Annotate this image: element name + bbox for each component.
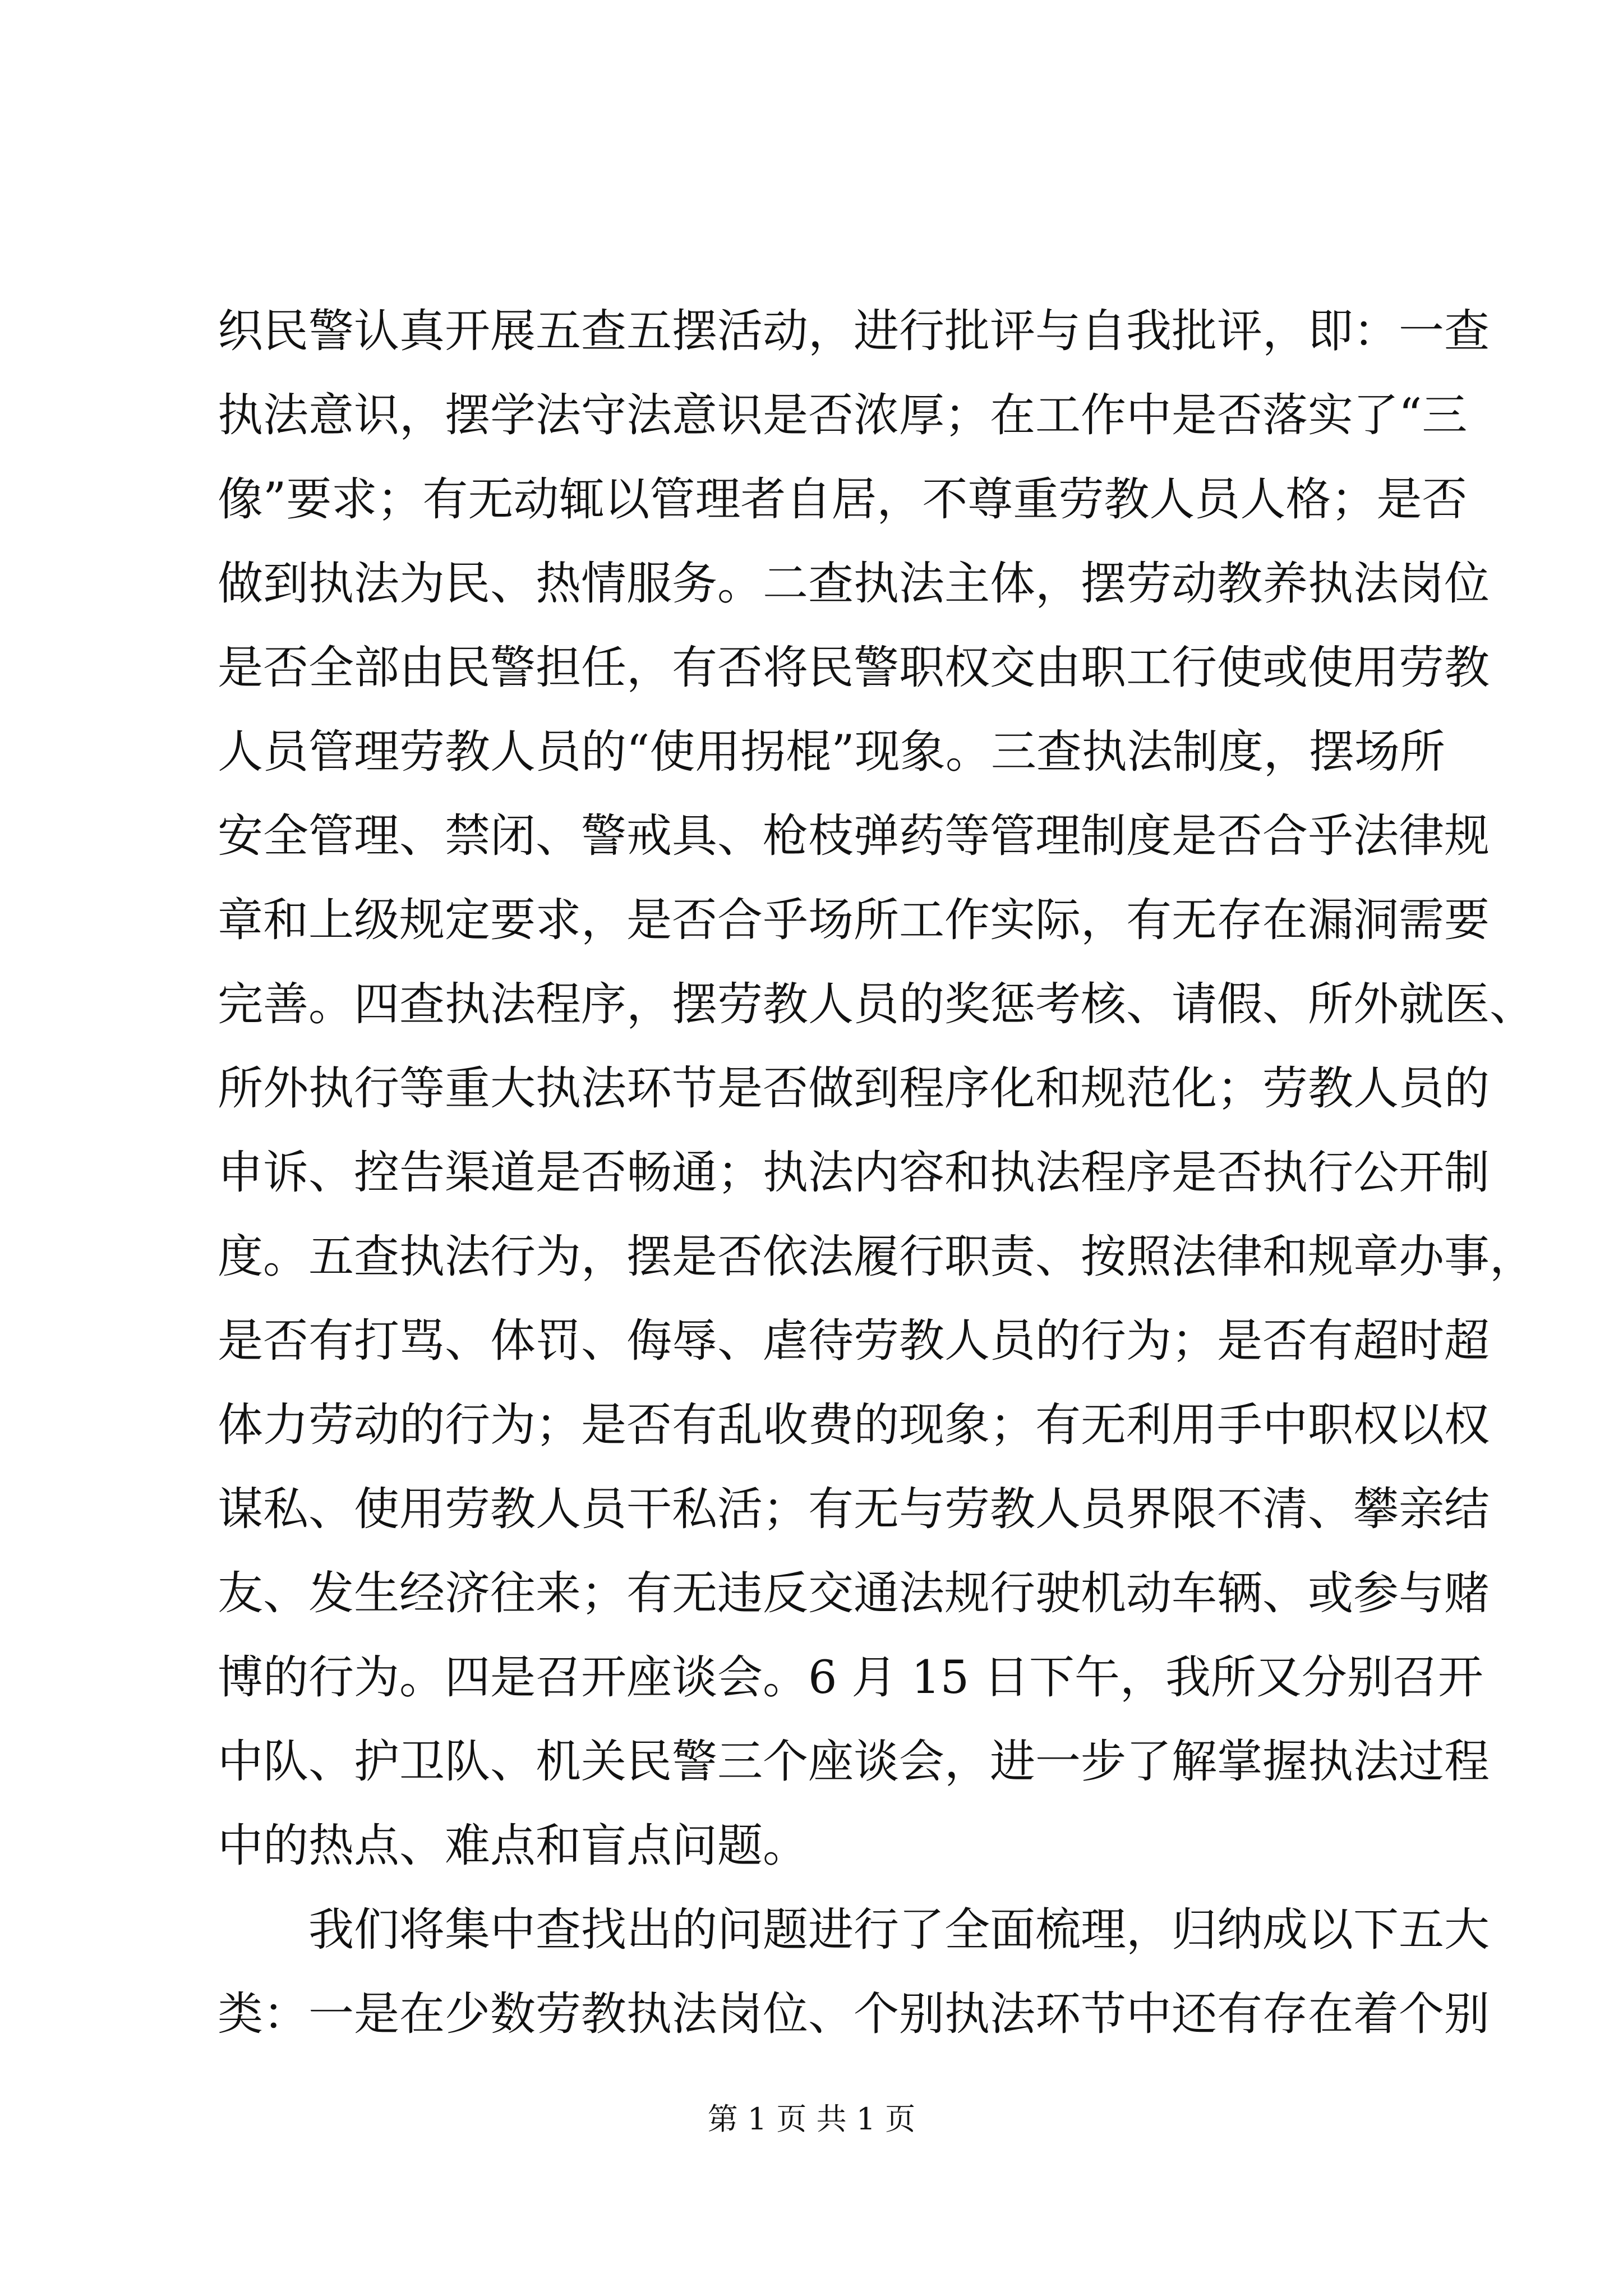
text-line: 类：一是在少数劳教执法岗位、个别执法环节中还有存在着个别: [218, 1988, 1490, 2041]
text-line: 我们将集中查找出的问题进行了全面梳理，归纳成以下五大: [218, 1904, 1490, 1957]
paragraph-2: [218, 1888, 1490, 2056]
text-line: 申诉、控告渠道是否畅通；执法内容和执法程序是否执行公开制: [218, 1147, 1490, 1199]
text-line: 是否有打骂、体罚、侮辱、虐待劳教人员的行为；是否有超时超: [218, 1315, 1490, 1368]
text-line: 安全管理、禁闭、警戒具、枪枝弹药等管理制度是否合乎法律规: [218, 810, 1490, 863]
text-line: 友、发生经济往来；有无违反交通法规行驶机动车辆、或参与赌: [218, 1567, 1490, 1620]
text-line: 所外执行等重大执法环节是否做到程序化和规范化；劳教人员的: [218, 1062, 1490, 1115]
text-line: 做到执法为民、热情服务。二查执法主体，摆劳动教养执法岗位: [218, 558, 1490, 610]
page-footer: [0, 2097, 1623, 2142]
document-body: [218, 289, 1536, 2056]
paragraph-1: [218, 289, 1536, 1888]
page-number-label: 第 1 页 共 1 页: [707, 2101, 916, 2137]
text-line: 度。五查执法行为，摆是否依法履行职责、按照法律和规章办事，: [218, 1231, 1536, 1283]
text-line: 谋私、使用劳教人员干私活；有无与劳教人员界限不清、攀亲结: [218, 1483, 1490, 1536]
text-line: 是否全部由民警担任，有否将民警职权交由职工行使或使用劳教: [218, 642, 1490, 694]
text-line: 像”要求；有无动辄以管理者自居，不尊重劳教人员人格；是否: [218, 473, 1468, 526]
text-line: 完善。四查执法程序，摆劳教人员的奖惩考核、请假、所外就医、: [218, 978, 1536, 1031]
text-line: 体力劳动的行为；是否有乱收费的现象；有无利用手中职权以权: [218, 1399, 1490, 1452]
text-line: 人员管理劳教人员的“使用拐棍”现象。三查执法制度，摆场所: [218, 726, 1445, 779]
text-line: 章和上级规定要求，是否合乎场所工作实际，有无存在漏洞需要: [218, 894, 1490, 947]
text-line: 织民警认真开展五查五摆活动，进行批评与自我批评，即：一查: [218, 305, 1490, 358]
text-line: 中的热点、难点和盲点问题。: [218, 1820, 809, 1872]
text-line: 执法意识，摆学法守法意识是否浓厚；在工作中是否落实了“三: [218, 389, 1468, 442]
text-line: 博的行为。四是召开座谈会。6 月 15 日下午，我所又分别召开: [218, 1651, 1483, 1704]
text-line: 中队、护卫队、机关民警三个座谈会，进一步了解掌握执法过程: [218, 1736, 1490, 1788]
